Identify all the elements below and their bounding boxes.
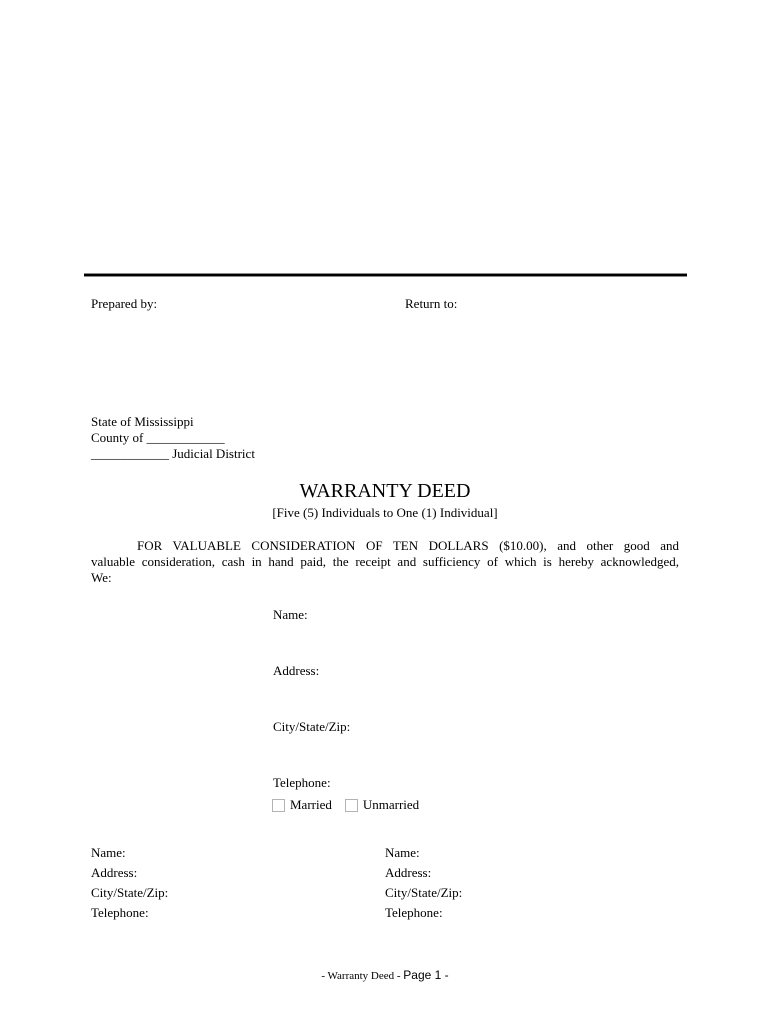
party-right-name-label: Name: <box>385 845 420 860</box>
jurisdiction-block <box>91 414 679 462</box>
married-label: Married <box>290 797 332 812</box>
judicial-district-line: ____________ Judicial District <box>91 446 255 461</box>
marital-status-row <box>272 797 679 813</box>
unmarried-option <box>345 797 419 813</box>
footer-document-name: - Warranty Deed - <box>321 970 404 982</box>
unmarried-checkbox[interactable] <box>345 799 358 812</box>
unmarried-label: Unmarried <box>362 797 420 812</box>
state-line: State of Mississippi <box>91 414 194 429</box>
party-right-city-state-zip-label: City/State/Zip: <box>385 885 463 900</box>
party-column-left <box>91 843 385 923</box>
county-line: County of ____________ <box>91 430 225 445</box>
consideration-line-3: We: <box>91 570 112 585</box>
top-divider <box>84 273 687 277</box>
document-subtitle: [Five (5) Individuals to One (1) Individual] <box>272 505 498 520</box>
grantor-telephone-label: Telephone: <box>273 775 331 790</box>
return-to-label: Return to: <box>405 296 458 311</box>
consideration-line-2: valuable consideration, cash in hand paid, the receipt and sufficiency of which is hereby acknowledged, <box>91 554 679 569</box>
grantor-city-state-zip-label: City/State/Zip: <box>273 719 351 734</box>
party-right-telephone-label: Telephone: <box>385 905 443 920</box>
prepared-by-label: Prepared by: <box>91 296 158 311</box>
footer-page-number: Page 1 - <box>403 968 449 982</box>
party-columns <box>91 843 679 923</box>
grantor-name-label: Name: <box>273 607 308 622</box>
married-checkbox[interactable] <box>272 799 285 812</box>
grantor-block <box>273 607 679 791</box>
party-column-right <box>385 843 679 923</box>
document-title: WARRANTY DEED <box>299 480 471 502</box>
grantor-address-label: Address: <box>273 663 320 678</box>
party-left-city-state-zip-label: City/State/Zip: <box>91 885 169 900</box>
married-option <box>272 797 332 813</box>
party-left-address-label: Address: <box>91 865 138 880</box>
consideration-paragraph <box>91 538 679 586</box>
party-right-address-label: Address: <box>385 865 432 880</box>
party-left-name-label: Name: <box>91 845 126 860</box>
consideration-line-1: FOR VALUABLE CONSIDERATION OF TEN DOLLARS ($10.00), and other good and <box>137 538 679 553</box>
page-footer <box>91 967 679 984</box>
header-row <box>91 296 679 312</box>
party-left-telephone-label: Telephone: <box>91 905 149 920</box>
